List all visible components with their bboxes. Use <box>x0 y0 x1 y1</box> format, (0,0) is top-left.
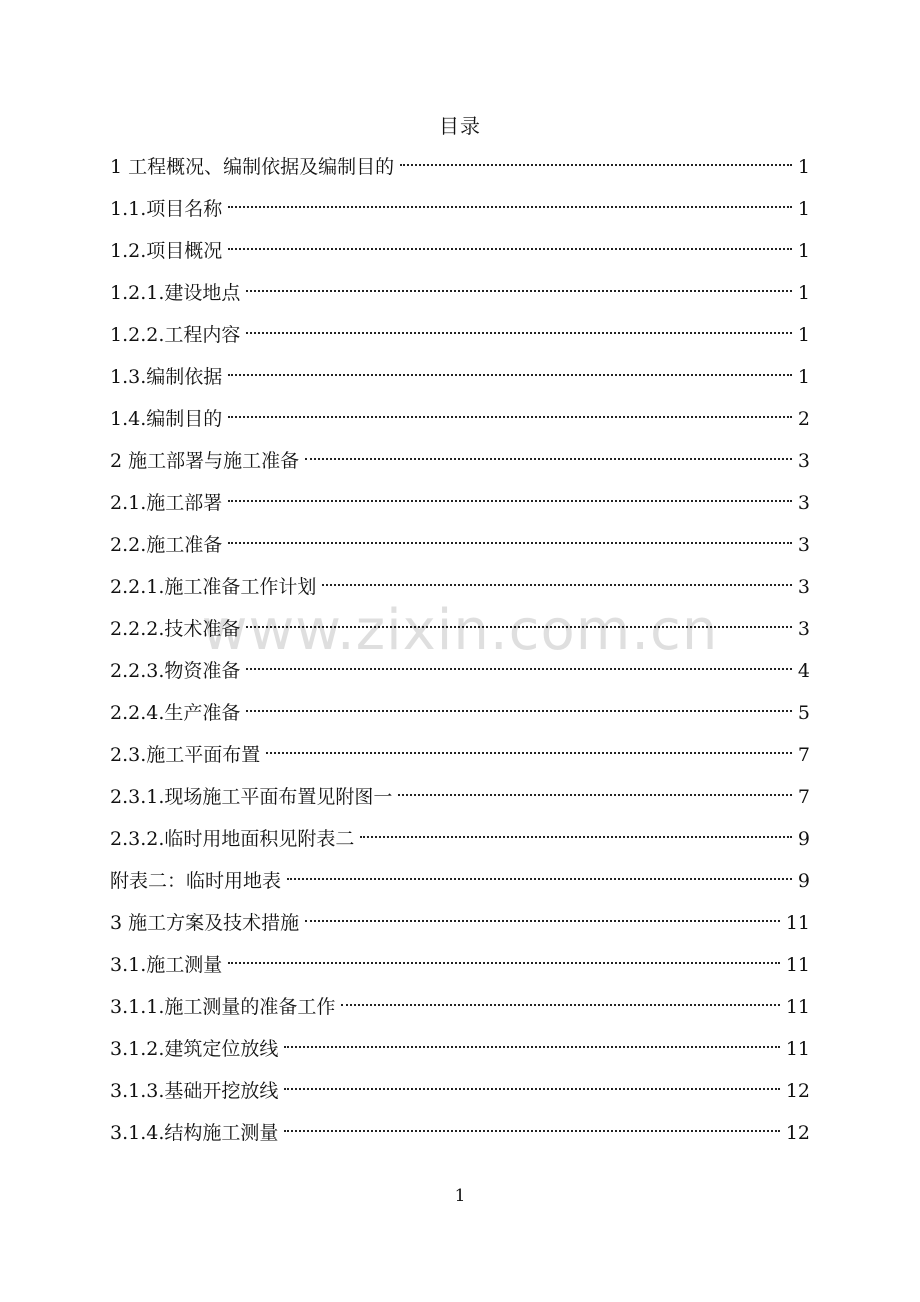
toc-dot-leader <box>228 248 792 250</box>
toc-entry-label: 3.1.3.基础开挖放线 <box>110 1080 279 1102</box>
toc-entry-page: 11 <box>785 954 810 976</box>
toc-entry-page: 3 <box>797 576 810 598</box>
toc-entry-page: 2 <box>797 408 810 430</box>
toc-entry[interactable] <box>110 902 810 944</box>
toc-entry[interactable] <box>110 440 810 482</box>
toc-entry[interactable] <box>110 692 810 734</box>
toc-dot-leader <box>284 1130 779 1132</box>
toc-entry-label: 2 施工部署与施工准备 <box>110 450 300 472</box>
toc-entry[interactable] <box>110 1070 810 1112</box>
toc-entry-page: 7 <box>797 786 810 808</box>
toc-entry-page: 1 <box>797 156 810 178</box>
toc-entry-page: 3 <box>797 534 810 556</box>
toc-dot-leader <box>246 332 792 334</box>
toc-entry-page: 3 <box>797 450 810 472</box>
toc-dot-leader <box>266 752 792 754</box>
toc-entry-label: 1.1.项目名称 <box>110 198 223 220</box>
toc-entry[interactable] <box>110 986 810 1028</box>
toc-dot-leader <box>228 206 792 208</box>
watermark: www.zixin.com.cn <box>201 598 719 663</box>
toc-entry-label: 2.2.3.物资准备 <box>110 660 241 682</box>
toc-entry-page: 1 <box>797 198 810 220</box>
toc-entry-label: 1 工程概况、编制依据及编制目的 <box>110 156 395 178</box>
toc-dot-leader <box>246 668 792 670</box>
toc-entry[interactable] <box>110 860 810 902</box>
toc-entry-page: 5 <box>797 702 810 724</box>
toc-entry[interactable] <box>110 1028 810 1070</box>
toc-entry-label: 2.1.施工部署 <box>110 492 223 514</box>
toc-entry[interactable] <box>110 818 810 860</box>
toc-dot-leader <box>360 836 792 838</box>
toc-entry-page: 11 <box>785 912 810 934</box>
toc-title: 目录 <box>439 114 481 138</box>
toc-entry-label: 1.2.项目概况 <box>110 240 223 262</box>
page-number: 1 <box>454 1186 466 1206</box>
toc-dot-leader <box>228 500 792 502</box>
toc-entry-page: 3 <box>797 618 810 640</box>
toc-entry-label: 2.2.4.生产准备 <box>110 702 241 724</box>
toc-entry-page: 12 <box>785 1080 810 1102</box>
toc-entry-label: 1.3.编制依据 <box>110 366 223 388</box>
toc-dot-leader <box>305 458 792 460</box>
toc-entry[interactable] <box>110 944 810 986</box>
toc-entry-page: 9 <box>797 828 810 850</box>
toc-dot-leader <box>246 710 792 712</box>
toc-dot-leader <box>284 1088 779 1090</box>
toc-entry-label: 2.2.施工准备 <box>110 534 223 556</box>
toc-entry-label: 1.4.编制目的 <box>110 408 223 430</box>
toc-entry[interactable] <box>110 230 810 272</box>
toc-entry[interactable] <box>110 608 810 650</box>
table-of-contents <box>110 146 810 1154</box>
toc-entry[interactable] <box>110 734 810 776</box>
toc-entry-label: 2.2.1.施工准备工作计划 <box>110 576 317 598</box>
toc-dot-leader <box>246 626 792 628</box>
toc-entry[interactable] <box>110 398 810 440</box>
toc-entry-label: 2.2.2.技术准备 <box>110 618 241 640</box>
toc-entry[interactable] <box>110 566 810 608</box>
toc-entry-page: 3 <box>797 492 810 514</box>
toc-entry[interactable] <box>110 272 810 314</box>
toc-dot-leader <box>322 584 792 586</box>
toc-entry-label: 3 施工方案及技术措施 <box>110 912 300 934</box>
toc-entry-label: 1.2.1.建设地点 <box>110 282 241 304</box>
toc-entry-page: 11 <box>785 996 810 1018</box>
toc-entry[interactable] <box>110 524 810 566</box>
toc-entry[interactable] <box>110 314 810 356</box>
toc-entry-page: 1 <box>797 282 810 304</box>
toc-entry[interactable] <box>110 482 810 524</box>
toc-entry[interactable] <box>110 146 810 188</box>
toc-dot-leader <box>305 920 780 922</box>
toc-entry[interactable] <box>110 356 810 398</box>
toc-dot-leader <box>398 794 792 796</box>
toc-entry-label: 3.1.施工测量 <box>110 954 223 976</box>
toc-dot-leader <box>228 962 780 964</box>
toc-entry-page: 1 <box>797 366 810 388</box>
toc-entry-page: 1 <box>797 240 810 262</box>
toc-entry-label: 3.1.4.结构施工测量 <box>110 1122 279 1144</box>
toc-dot-leader <box>287 878 792 880</box>
toc-entry-page: 7 <box>797 744 810 766</box>
toc-dot-leader <box>400 164 792 166</box>
toc-entry-label: 2.3.施工平面布置 <box>110 744 261 766</box>
toc-dot-leader <box>228 374 792 376</box>
toc-entry[interactable] <box>110 776 810 818</box>
toc-entry[interactable] <box>110 650 810 692</box>
toc-entry-page: 1 <box>797 324 810 346</box>
toc-entry-page: 4 <box>797 660 810 682</box>
toc-entry-label: 1.2.2.工程内容 <box>110 324 241 346</box>
toc-entry[interactable] <box>110 188 810 230</box>
toc-dot-leader <box>341 1004 779 1006</box>
toc-entry-page: 9 <box>797 870 810 892</box>
toc-entry-label: 3.1.2.建筑定位放线 <box>110 1038 279 1060</box>
toc-entry-page: 12 <box>785 1122 810 1144</box>
toc-dot-leader <box>228 416 792 418</box>
toc-dot-leader <box>246 290 792 292</box>
toc-entry-label: 附表二：临时用地表 <box>110 870 282 892</box>
toc-entry-label: 2.3.2.临时用地面积见附表二 <box>110 828 355 850</box>
toc-dot-leader <box>284 1046 779 1048</box>
toc-entry[interactable] <box>110 1112 810 1154</box>
toc-dot-leader <box>228 542 792 544</box>
toc-entry-page: 11 <box>785 1038 810 1060</box>
toc-entry-label: 2.3.1.现场施工平面布置见附图一 <box>110 786 393 808</box>
toc-entry-label: 3.1.1.施工测量的准备工作 <box>110 996 336 1018</box>
